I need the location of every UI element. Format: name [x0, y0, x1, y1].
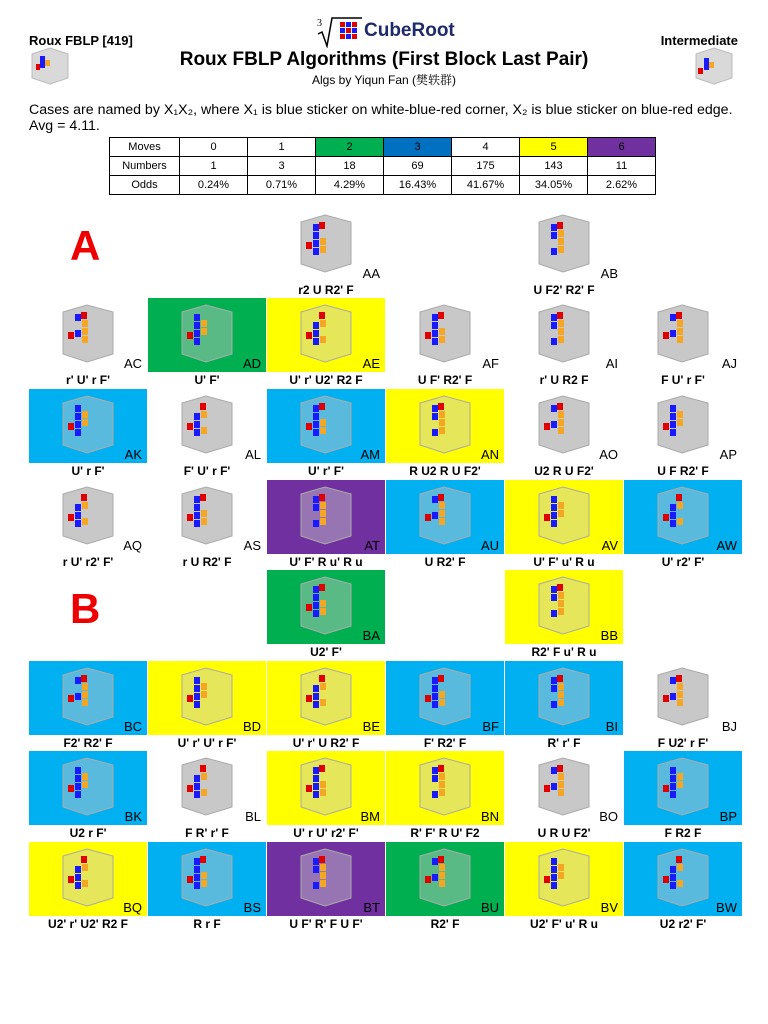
- case-algorithm: U' r2' F': [661, 555, 705, 569]
- case-cell-bs: [148, 842, 266, 916]
- case-cell-ac: [29, 298, 147, 372]
- cube-case-icon: [652, 302, 714, 364]
- cube-case-icon: [176, 755, 238, 817]
- case-algorithm: U' r' U' r F': [177, 736, 237, 750]
- cube-case-icon: [533, 212, 595, 274]
- case-cell-ba: [267, 570, 385, 644]
- stats-numbers-0: 1: [180, 157, 248, 176]
- page-title: Roux FBLP Algorithms (First Block Last Pair): [179, 49, 589, 70]
- case-algorithm: F U2' r F': [657, 736, 709, 750]
- cube-case-icon: [652, 665, 714, 727]
- case-algorithm: F' U' r F': [183, 464, 231, 478]
- case-code: BF: [482, 719, 499, 734]
- case-cell-bf: [386, 661, 504, 735]
- stats-table: [109, 137, 656, 195]
- case-algorithm: U R U F2': [537, 826, 591, 840]
- case-code: BU: [480, 900, 499, 915]
- case-cell-aa: [267, 208, 385, 282]
- case-cell-aq: [29, 480, 147, 554]
- cube-case-icon: [176, 665, 238, 727]
- cube-case-icon: [652, 393, 714, 455]
- case-algorithm: U R2' F: [424, 555, 466, 569]
- case-code: BK: [124, 809, 142, 824]
- stats-row-moves: [110, 138, 656, 157]
- case-code: BM: [360, 809, 380, 824]
- case-code: BQ: [123, 900, 142, 915]
- case-code: BJ: [721, 719, 737, 734]
- case-cell-ap: [624, 389, 742, 463]
- stats-odds-4: 41.67%: [452, 176, 520, 195]
- case-code: AK: [124, 447, 142, 462]
- case-algorithm: U' r' F': [308, 464, 344, 478]
- case-algorithm: U' F' R u' R u: [289, 555, 363, 569]
- cube-case-icon: [652, 755, 714, 817]
- case-cell-bp: [624, 751, 742, 825]
- case-code: BB: [600, 628, 618, 643]
- case-algorithm: U2' F': [310, 645, 342, 659]
- case-cell-bi: [505, 661, 623, 735]
- cube-case-icon: [295, 574, 357, 636]
- logo-text: CubeRoot: [364, 20, 455, 41]
- case-code: BE: [362, 719, 380, 734]
- cube-case-icon: [414, 393, 476, 455]
- case-code: AU: [480, 538, 499, 553]
- case-code: AO: [599, 447, 618, 462]
- case-cell-bk: [29, 751, 147, 825]
- case-code: AJ: [721, 356, 737, 371]
- stats-row-odds: [110, 176, 656, 195]
- case-cell-ae: [267, 298, 385, 372]
- cube-case-icon: [295, 484, 357, 546]
- cube-case-icon: [57, 755, 119, 817]
- cube-case-icon: [295, 302, 357, 364]
- stats-header-numbers: Numbers: [110, 157, 180, 176]
- cube-case-icon: [176, 302, 238, 364]
- case-algorithm: U2 r2' F': [659, 917, 707, 931]
- case-algorithm: U' F': [194, 373, 220, 387]
- case-cell-bn: [386, 751, 504, 825]
- case-algorithm: R' r' F: [547, 736, 581, 750]
- case-cell-an: [386, 389, 504, 463]
- stats-moves-6: 6: [588, 138, 656, 157]
- stats-moves-2: 2: [316, 138, 384, 157]
- case-code: BI: [605, 719, 618, 734]
- cube-case-icon: [57, 302, 119, 364]
- case-algorithm: r' U' r F': [66, 373, 110, 387]
- case-algorithm: F R2 F: [664, 826, 702, 840]
- case-algorithm: U' r' U2' R2 F: [289, 373, 363, 387]
- case-algorithm: r U' r2' F': [62, 555, 114, 569]
- description-line-2: Avg = 4.11.: [29, 118, 100, 134]
- stats-moves-5: 5: [520, 138, 588, 157]
- description-line-1: Cases are named by X₁X₂, where X₁ is blue sticker on white-blue-red corner, X₂ is blue sticker on blue-red edge.: [29, 102, 733, 118]
- case-algorithm: R r F: [193, 917, 221, 931]
- case-algorithm: F R' r' F: [185, 826, 229, 840]
- cube-case-icon: [57, 665, 119, 727]
- stats-numbers-5: 143: [520, 157, 588, 176]
- header-right-label: Intermediate: [660, 33, 738, 48]
- case-code: AW: [716, 538, 737, 553]
- case-algorithm: R U2 R U F2': [409, 464, 481, 478]
- cube-case-icon: [57, 484, 119, 546]
- stats-odds-3: 16.43%: [384, 176, 452, 195]
- cube-case-icon: [57, 846, 119, 908]
- stats-odds-6: 2.62%: [588, 176, 656, 195]
- case-cell-bw: [624, 842, 742, 916]
- section-a-label: A: [70, 222, 101, 269]
- case-code: AT: [364, 538, 380, 553]
- case-algorithm: F2' R2' F: [63, 736, 113, 750]
- case-cell-ao: [505, 389, 623, 463]
- cube-case-icon: [295, 393, 357, 455]
- cube-case-icon: [295, 846, 357, 908]
- case-code: BA: [362, 628, 380, 643]
- header-left-label: Roux FBLP [419]: [29, 33, 133, 48]
- stats-odds-2: 4.29%: [316, 176, 384, 195]
- svg-text:3: 3: [317, 18, 322, 29]
- case-cell-aj: [624, 298, 742, 372]
- case-cell-al: [148, 389, 266, 463]
- case-code: AA: [362, 266, 380, 281]
- case-code: BV: [600, 900, 618, 915]
- case-cell-aw: [624, 480, 742, 554]
- cube-case-icon: [533, 665, 595, 727]
- case-code: BS: [243, 900, 261, 915]
- case-cell-bj: [624, 661, 742, 735]
- case-code: AV: [601, 538, 618, 553]
- cube-case-icon: [414, 846, 476, 908]
- cuberoot-logo: [316, 14, 476, 48]
- case-algorithm: U' F' u' R u: [533, 555, 595, 569]
- cube-case-icon: [652, 484, 714, 546]
- case-cell-bm: [267, 751, 385, 825]
- case-cell-ab: [505, 208, 623, 282]
- case-code: BN: [480, 809, 499, 824]
- case-algorithm: U2' r' U2' R2 F: [48, 917, 128, 931]
- case-cell-ai: [505, 298, 623, 372]
- case-cell-be: [267, 661, 385, 735]
- stats-odds-1: 0.71%: [248, 176, 316, 195]
- case-cell-bu: [386, 842, 504, 916]
- cube-case-icon: [652, 846, 714, 908]
- stats-moves-0: 0: [180, 138, 248, 157]
- case-code: BC: [123, 719, 142, 734]
- case-algorithm: U F' R' F U F': [289, 917, 363, 931]
- case-algorithm: U F' R2' F: [417, 373, 473, 387]
- page-subtitle: Algs by Yiqun Fan (樊轶群): [311, 73, 457, 87]
- stats-moves-4: 4: [452, 138, 520, 157]
- case-algorithm: F' R2' F: [423, 736, 467, 750]
- case-code: AL: [245, 447, 261, 462]
- case-algorithm: R2' F u' R u: [531, 645, 597, 659]
- stats-numbers-6: 11: [588, 157, 656, 176]
- stats-numbers-4: 175: [452, 157, 520, 176]
- description: [29, 102, 749, 134]
- case-code: AE: [362, 356, 380, 371]
- cube-case-icon: [533, 393, 595, 455]
- cube-case-icon: [295, 665, 357, 727]
- case-algorithm: U F2' R2' F: [533, 283, 595, 297]
- cube-case-icon: [533, 574, 595, 636]
- stats-moves-1: 1: [248, 138, 316, 157]
- case-code: AB: [600, 266, 618, 281]
- case-cell-ak: [29, 389, 147, 463]
- case-algorithm: U' r F': [71, 464, 105, 478]
- cube-case-icon: [533, 302, 595, 364]
- case-code: AM: [360, 447, 380, 462]
- case-code: BP: [719, 809, 737, 824]
- case-code: BW: [716, 900, 737, 915]
- stats-row-numbers: [110, 157, 656, 176]
- case-cell-af: [386, 298, 504, 372]
- case-cell-bl: [148, 751, 266, 825]
- case-cell-at: [267, 480, 385, 554]
- case-cell-ad: [148, 298, 266, 372]
- stats-header-odds: Odds: [110, 176, 180, 195]
- case-code: AN: [480, 447, 499, 462]
- cube-case-icon: [295, 755, 357, 817]
- section-b-label: B: [70, 585, 101, 632]
- stats-numbers-1: 3: [248, 157, 316, 176]
- case-code: AC: [123, 356, 142, 371]
- stats-odds-5: 34.05%: [520, 176, 588, 195]
- case-cell-bv: [505, 842, 623, 916]
- case-algorithm: U2' F' u' R u: [530, 917, 598, 931]
- cube-case-icon: [533, 846, 595, 908]
- cube-root-logo-icon: [316, 14, 364, 48]
- stats-numbers-2: 18: [316, 157, 384, 176]
- case-cell-bt: [267, 842, 385, 916]
- case-algorithm: r' U R2 F: [539, 373, 589, 387]
- cube-case-icon: [176, 393, 238, 455]
- stats-odds-0: 0.24%: [180, 176, 248, 195]
- case-algorithm: U' r U' r2' F': [293, 826, 359, 840]
- case-cell-bo: [505, 751, 623, 825]
- case-algorithm: U' r' U R2' F: [292, 736, 360, 750]
- cube-case-icon: [414, 665, 476, 727]
- case-algorithm: U2 r F': [69, 826, 107, 840]
- case-algorithm: R2' F: [430, 917, 460, 931]
- case-cell-au: [386, 480, 504, 554]
- cube-case-icon: [414, 484, 476, 546]
- cube-case-icon: [533, 484, 595, 546]
- cube-case-icon: [176, 846, 238, 908]
- cube-case-icon: [57, 393, 119, 455]
- case-code: AD: [242, 356, 261, 371]
- case-algorithm: F U' r F': [661, 373, 705, 387]
- case-code: BO: [599, 809, 618, 824]
- cube-case-icon: [295, 212, 357, 274]
- case-code: AS: [243, 538, 261, 553]
- case-algorithm: R' F' R U' F2: [410, 826, 480, 840]
- cube-case-icon: [176, 484, 238, 546]
- case-code: AQ: [123, 538, 142, 553]
- case-code: AP: [719, 447, 737, 462]
- case-algorithm: r2 U R2' F: [298, 283, 354, 297]
- case-cell-as: [148, 480, 266, 554]
- case-cell-av: [505, 480, 623, 554]
- case-cell-bd: [148, 661, 266, 735]
- stats-numbers-3: 69: [384, 157, 452, 176]
- cube-case-icon: [414, 755, 476, 817]
- cube-case-icon: [533, 755, 595, 817]
- case-code: BD: [242, 719, 261, 734]
- stats-moves-3: 3: [384, 138, 452, 157]
- case-code: AI: [605, 356, 618, 371]
- case-algorithm: r U R2' F: [182, 555, 232, 569]
- case-cell-bq: [29, 842, 147, 916]
- cube-case-icon: [414, 302, 476, 364]
- case-algorithm: U2 R U F2': [534, 464, 594, 478]
- case-code: AF: [482, 356, 499, 371]
- case-cell-am: [267, 389, 385, 463]
- case-algorithm: U F R2' F: [657, 464, 709, 478]
- case-cell-bc: [29, 661, 147, 735]
- case-cell-bb: [505, 570, 623, 644]
- case-code: BT: [363, 900, 380, 915]
- stats-header-moves: Moves: [110, 138, 180, 157]
- case-code: BL: [245, 809, 261, 824]
